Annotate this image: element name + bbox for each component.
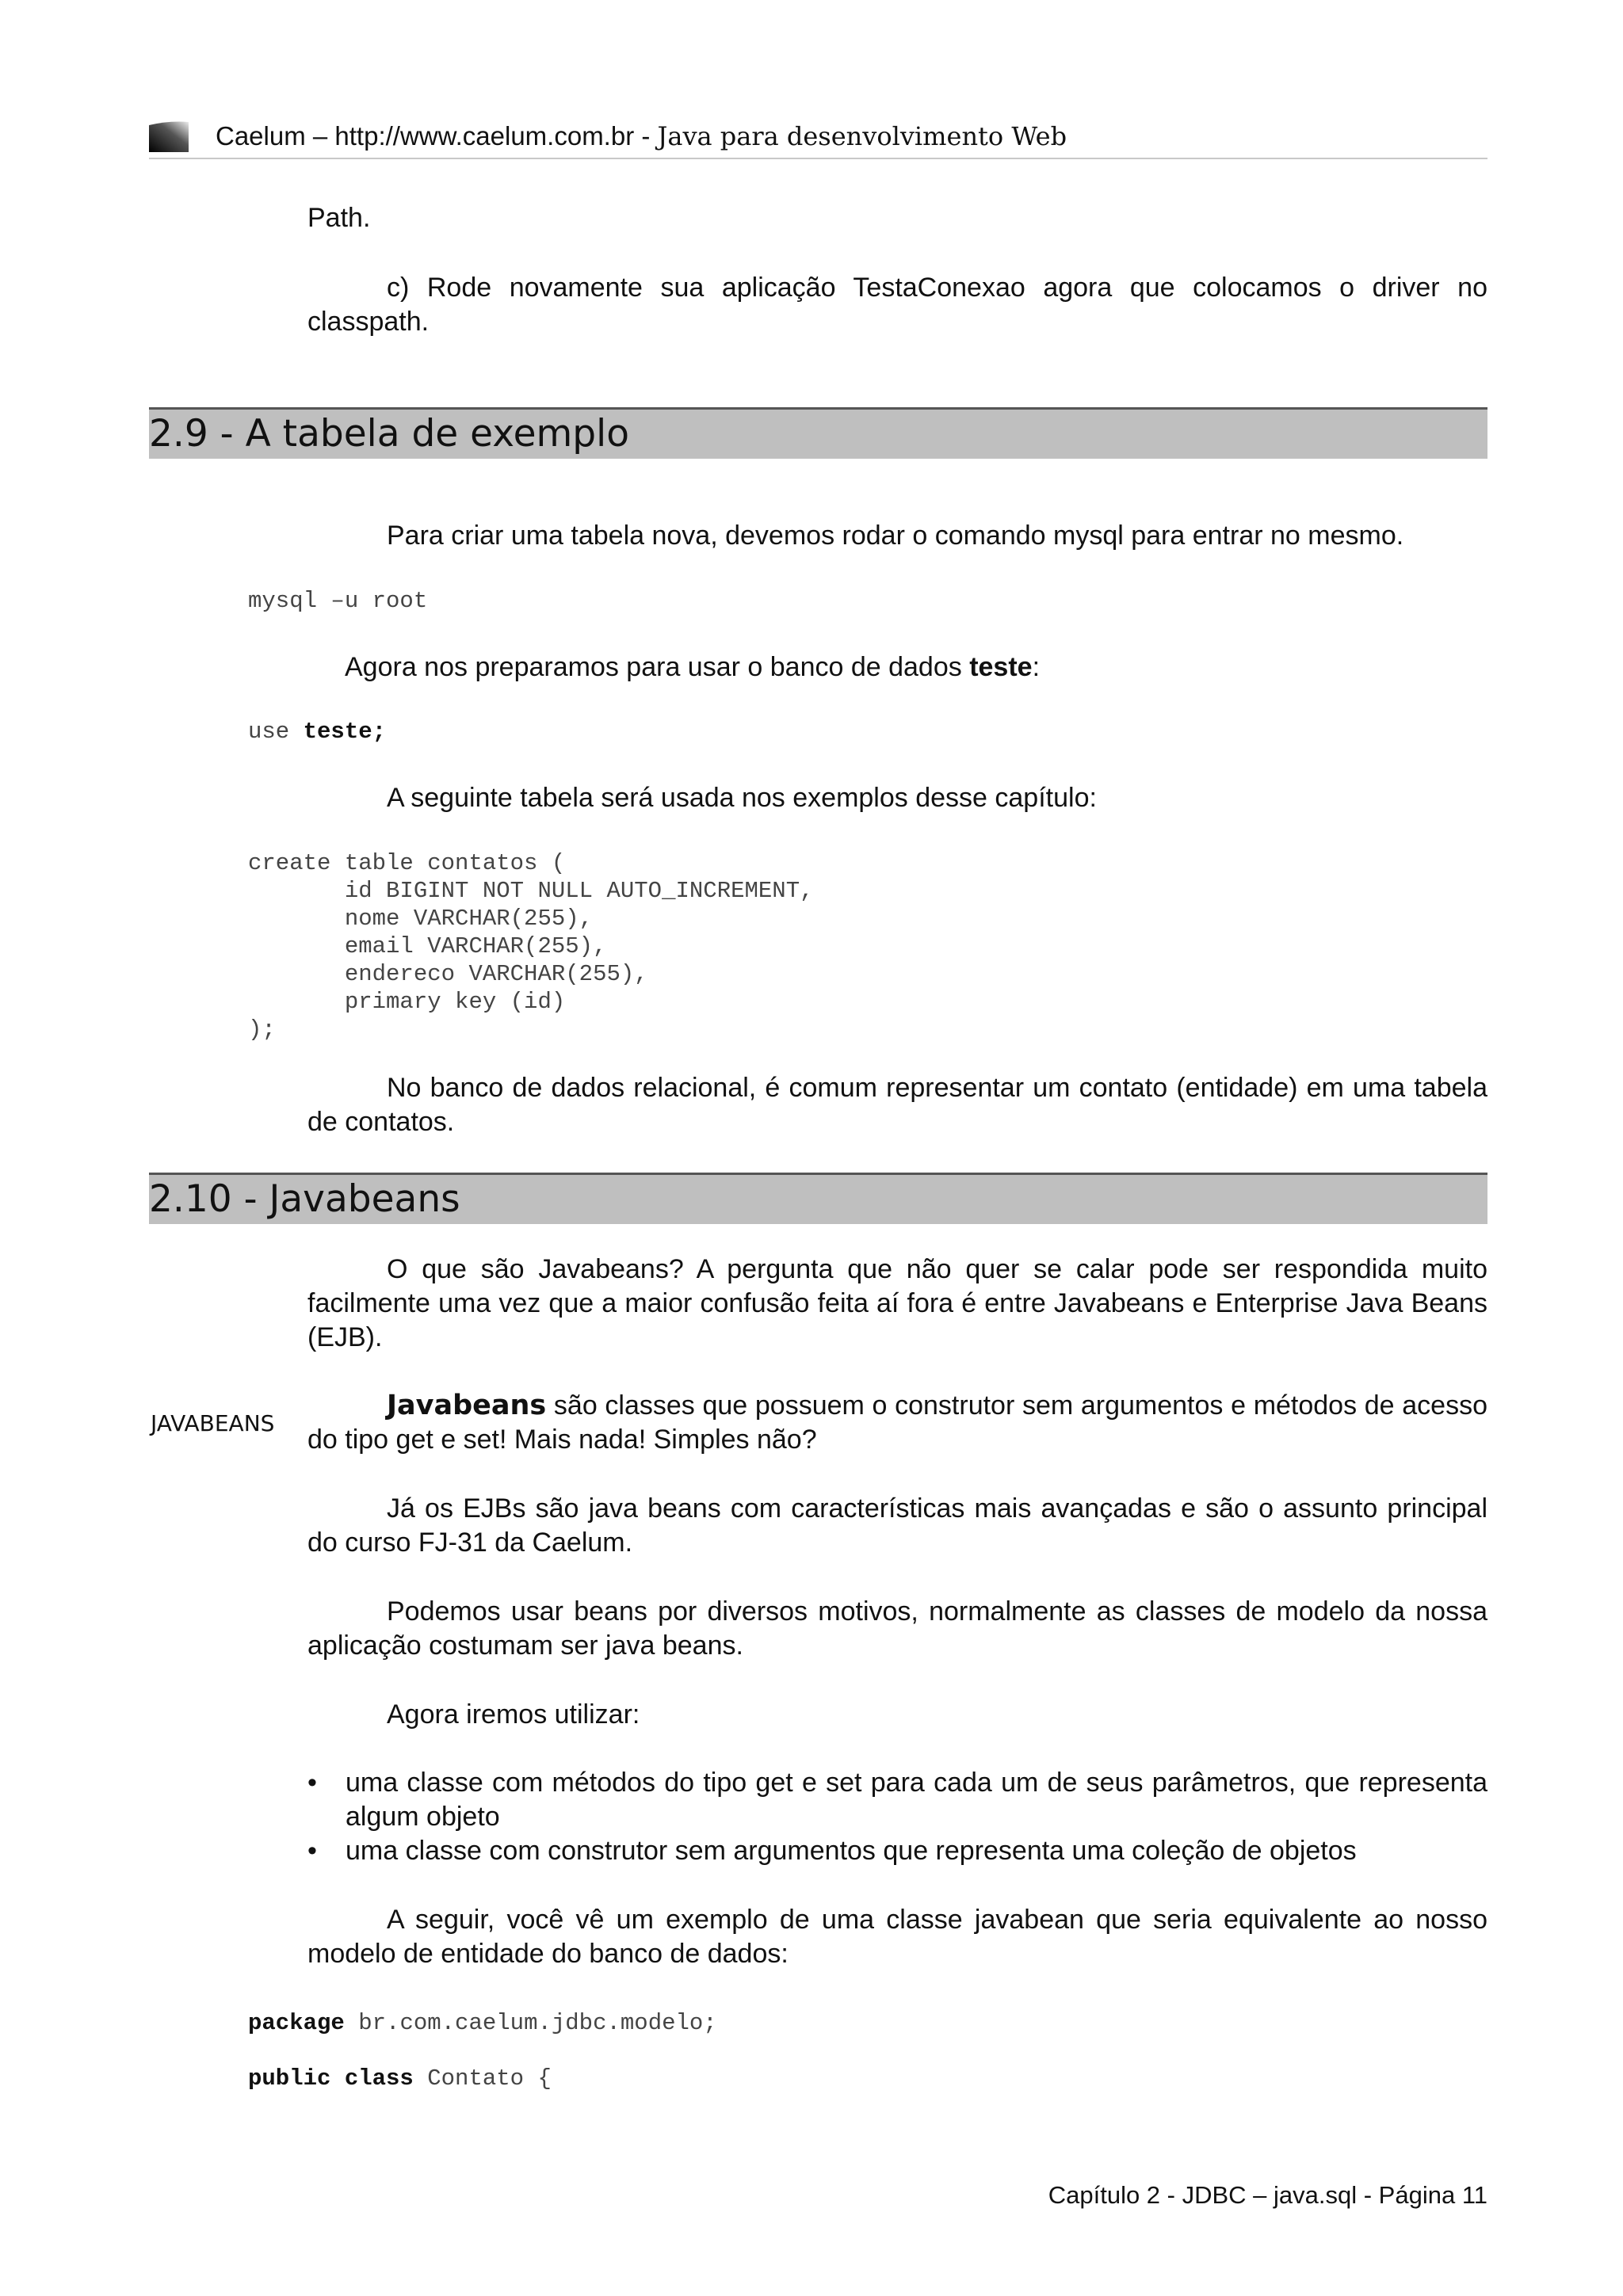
paragraph: Podemos usar beans por diversos motivos, normalmente as classes de modelo da nossa aplicação costumam ser java beans.: [307, 1596, 1487, 1661]
code-create-table: create table contatos ( id BIGINT NOT NULL AUTO_INCREMENT, nome VARCHAR(255), email VARCHAR(255), endereco VARCHAR(255), primary key (id) );: [248, 850, 814, 1043]
paragraph: No banco de dados relacional, é comum representar um contato (entidade) em uma tabela de contatos.: [307, 1073, 1487, 1137]
code-package: package br.com.caelum.jdbc.modelo;: [248, 2010, 717, 2036]
header-title: [216, 120, 1067, 153]
paragraph: O que são Javabeans? A pergunta que não quer se calar pode ser respondida muito facilmente uma vez que a maior confusão feita aí fora é entre Javabeans e Enterprise Java Beans (EJB).: [307, 1254, 1487, 1352]
header-logo: [149, 120, 189, 152]
header-rule: [149, 158, 1487, 159]
paragraph: Para criar uma tabela nova, devemos rodar o comando mysql para entrar no mesmo.: [387, 521, 1404, 551]
code-class: public class Contato {: [248, 2065, 552, 2092]
paragraph: A seguir, você vê um exemplo de uma classe javabean que seria equivalente ao nosso modelo de entidade do banco de dados:: [307, 1905, 1487, 1969]
code-mysql: mysql –u root: [248, 588, 428, 614]
database-name: teste: [969, 652, 1033, 682]
section-heading-2-10: [149, 1173, 1487, 1224]
paragraph: Agora iremos utilizar:: [387, 1699, 640, 1730]
header-course: Java para desenvolvimento Web: [657, 121, 1067, 151]
list-item: uma classe com construtor sem argumentos que representa uma coleção de objetos: [346, 1836, 1357, 1866]
paragraph: Javabeans são classes que possuem o construtor sem argumentos e métodos de acesso do tipo get e set! Mais nada! Simples não?: [307, 1390, 1487, 1455]
list-item: uma classe com métodos do tipo get e set para cada um de seus parâmetros, que representa algum objeto: [346, 1768, 1487, 1832]
paragraph: Agora nos preparamos para usar o banco de dados teste:: [345, 652, 1041, 682]
paragraph: Já os EJBs são java beans com características mais avançadas e são o assunto principal do curso FJ-31 da Caelum.: [307, 1493, 1487, 1558]
path-text: Path.: [307, 203, 371, 233]
page-footer: Capítulo 2 - JDBC – java.sql - Página 11: [1048, 2181, 1487, 2209]
bullet-marker: •: [307, 1836, 317, 1866]
header-site: Caelum – http://www.caelum.com.br -: [216, 121, 658, 151]
section-title: 2.9 - A tabela de exemplo: [149, 412, 629, 456]
margin-note: JAVABEANS: [151, 1410, 275, 1436]
section-title: 2.10 - Javabeans: [149, 1177, 460, 1221]
step-c-paragraph: c) Rode novamente sua aplicação TestaConexao agora que colocamos o driver no classpath.: [307, 273, 1487, 337]
section-heading-2-9: [149, 407, 1487, 459]
code-use: use teste;: [248, 719, 387, 745]
bullet-marker: •: [307, 1768, 317, 1798]
term-javabeans: Javabeans: [387, 1390, 547, 1421]
paragraph: A seguinte tabela será usada nos exemplos desse capítulo:: [387, 783, 1097, 813]
